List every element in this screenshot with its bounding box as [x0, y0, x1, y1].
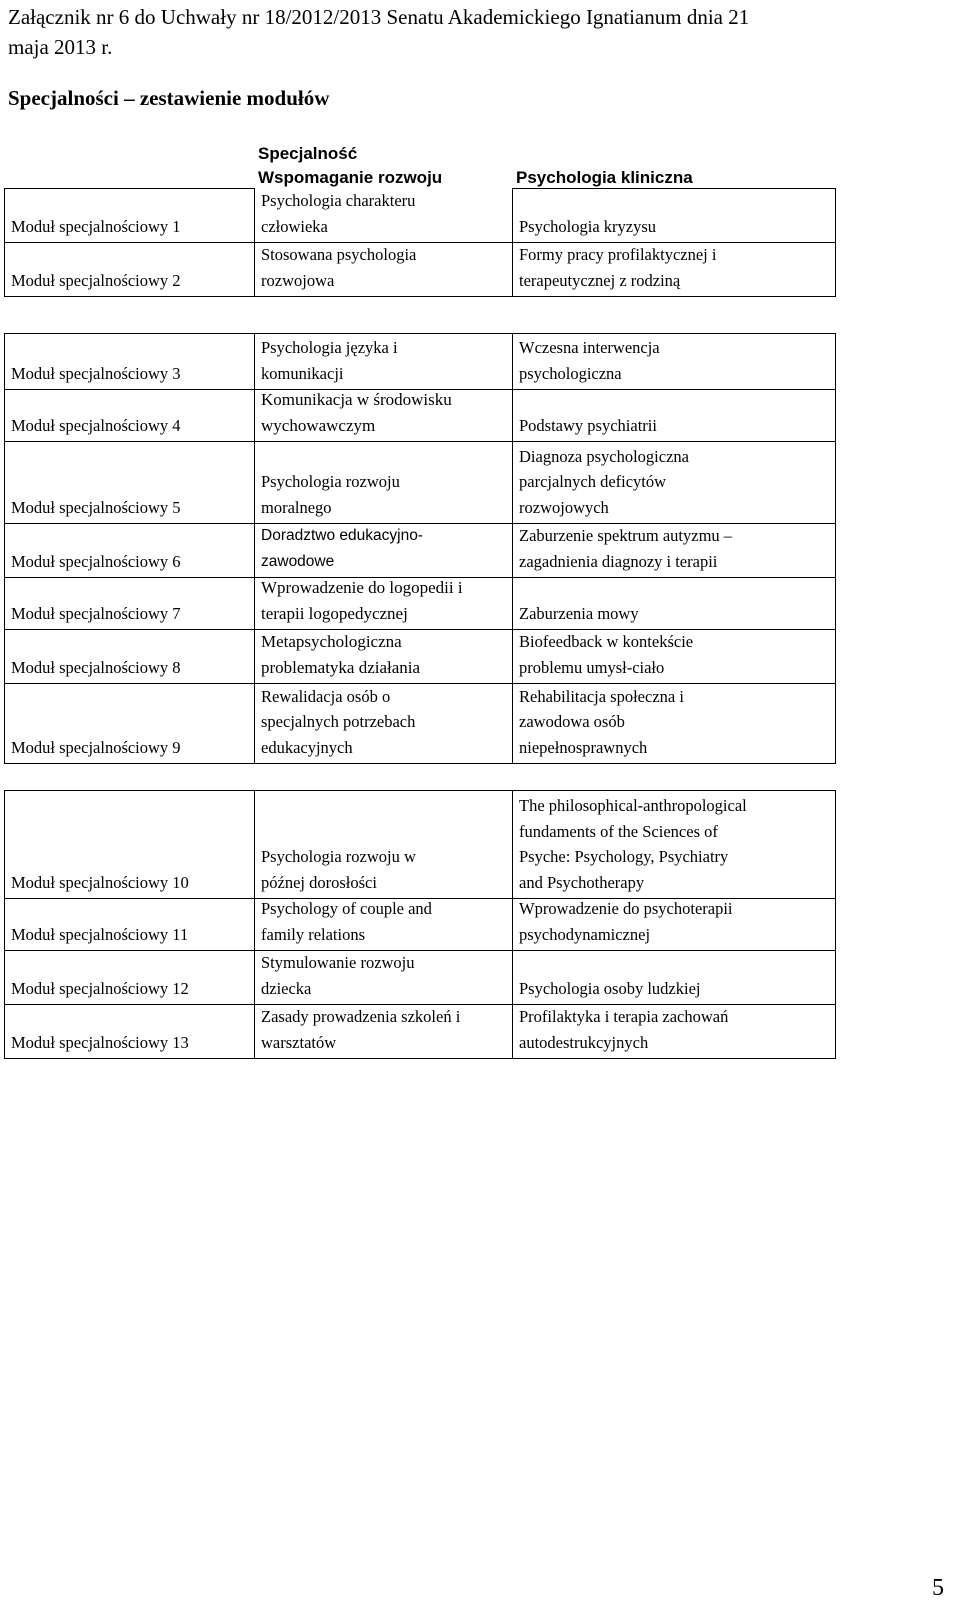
- module-name: Moduł specjalnościowy 7: [4, 577, 254, 629]
- support-development-course: Zasady prowadzenia szkoleń i warsztatów: [254, 1004, 512, 1058]
- clinical-course: Wczesna interwencja psychologiczna: [512, 333, 836, 389]
- divider: [4, 763, 836, 764]
- support-development-course: Metapsychologiczna problematyka działania: [254, 629, 512, 683]
- module-name: Moduł specjalnościowy 11: [4, 898, 254, 950]
- module-row: [4, 950, 836, 1004]
- module-row: [4, 1004, 836, 1058]
- clinical-course: Formy pracy profilaktycznej i terapeutycznej z rodziną: [512, 242, 836, 296]
- module-name: Moduł specjalnościowy 4: [4, 389, 254, 441]
- header-line-1: Załącznik nr 6 do Uchwały nr 18/2012/2013 Senatu Akademickiego Ignatianum dnia 21: [8, 5, 750, 29]
- clinical-course: Biofeedback w kontekście problemu umysł-ciało: [512, 629, 836, 683]
- module-row: [4, 188, 836, 242]
- module-name: Moduł specjalnościowy 9: [4, 683, 254, 763]
- module-row: [4, 389, 836, 441]
- divider: [4, 1058, 836, 1059]
- clinical-course: Zaburzenia mowy: [512, 577, 836, 629]
- support-development-course: Psychologia charakteru człowieka: [254, 188, 512, 242]
- document-header: [8, 2, 948, 62]
- module-name: Moduł specjalnościowy 13: [4, 1004, 254, 1058]
- page-number: 5: [932, 1575, 944, 1601]
- support-development-course: Psychologia rozwoju moralnego: [254, 441, 512, 523]
- support-development-course: Psychology of couple and family relations: [254, 898, 512, 950]
- module-row: [4, 683, 836, 763]
- module-name: Moduł specjalnościowy 10: [4, 790, 254, 898]
- support-development-course: Stymulowanie rozwoju dziecka: [254, 950, 512, 1004]
- clinical-course: Profilaktyka i terapia zachowań autodestrukcyjnych: [512, 1004, 836, 1058]
- support-development-course: Rewalidacja osób o specjalnych potrzebach edukacyjnych: [254, 683, 512, 763]
- support-development-course: Doradztwo edukacyjno- zawodowe: [254, 523, 512, 577]
- module-name: Moduł specjalnościowy 2: [4, 242, 254, 296]
- clinical-course: The philosophical-anthropological fundaments of the Sciences of Psyche: Psychology, Psychiatry and Psychotherapy: [512, 790, 836, 898]
- specialty-header: [258, 142, 442, 190]
- page-title: Specjalności – zestawienie modułów: [8, 86, 330, 110]
- module-row: [4, 577, 836, 629]
- clinical-course: Rehabilitacja społeczna i zawodowa osób niepełnosprawnych: [512, 683, 836, 763]
- clinical-course: Psychologia osoby ludzkiej: [512, 950, 836, 1004]
- module-row: [4, 242, 836, 296]
- specialty-clinical: Psychologia kliniczna: [516, 168, 693, 187]
- module-name: Moduł specjalnościowy 1: [4, 188, 254, 242]
- module-row: [4, 790, 836, 898]
- module-name: Moduł specjalnościowy 12: [4, 950, 254, 1004]
- module-name: Moduł specjalnościowy 8: [4, 629, 254, 683]
- specialty-support-development: Wspomaganie rozwoju: [258, 168, 443, 187]
- support-development-course: Stosowana psychologia rozwojowa: [254, 242, 512, 296]
- support-development-course: Psychologia języka i komunikacji: [254, 333, 512, 389]
- clinical-course: Wprowadzenie do psychoterapii psychodynamicznej: [512, 898, 836, 950]
- clinical-course: Zaburzenie spektrum autyzmu – zagadnienia diagnozy i terapii: [512, 523, 836, 577]
- clinical-course: Psychologia kryzysu: [512, 188, 836, 242]
- support-development-course: Psychologia rozwoju w późnej dorosłości: [254, 790, 512, 898]
- module-row: [4, 441, 836, 523]
- module-row: [4, 898, 836, 950]
- module-row: [4, 523, 836, 577]
- divider: [4, 296, 836, 297]
- module-name: Moduł specjalnościowy 6: [4, 523, 254, 577]
- clinical-course: Diagnoza psychologiczna parcjalnych deficytów rozwojowych: [512, 441, 836, 523]
- module-name: Moduł specjalnościowy 3: [4, 333, 254, 389]
- specialty-label: Specjalność: [258, 144, 358, 163]
- clinical-course: Podstawy psychiatrii: [512, 389, 836, 441]
- support-development-course: Wprowadzenie do logopedii i terapii logopedycznej: [254, 577, 512, 629]
- support-development-course: Komunikacja w środowisku wychowawczym: [254, 389, 512, 441]
- module-name: Moduł specjalnościowy 5: [4, 441, 254, 523]
- header-line-2: maja 2013 r.: [8, 35, 113, 59]
- module-row: [4, 629, 836, 683]
- module-row: [4, 333, 836, 389]
